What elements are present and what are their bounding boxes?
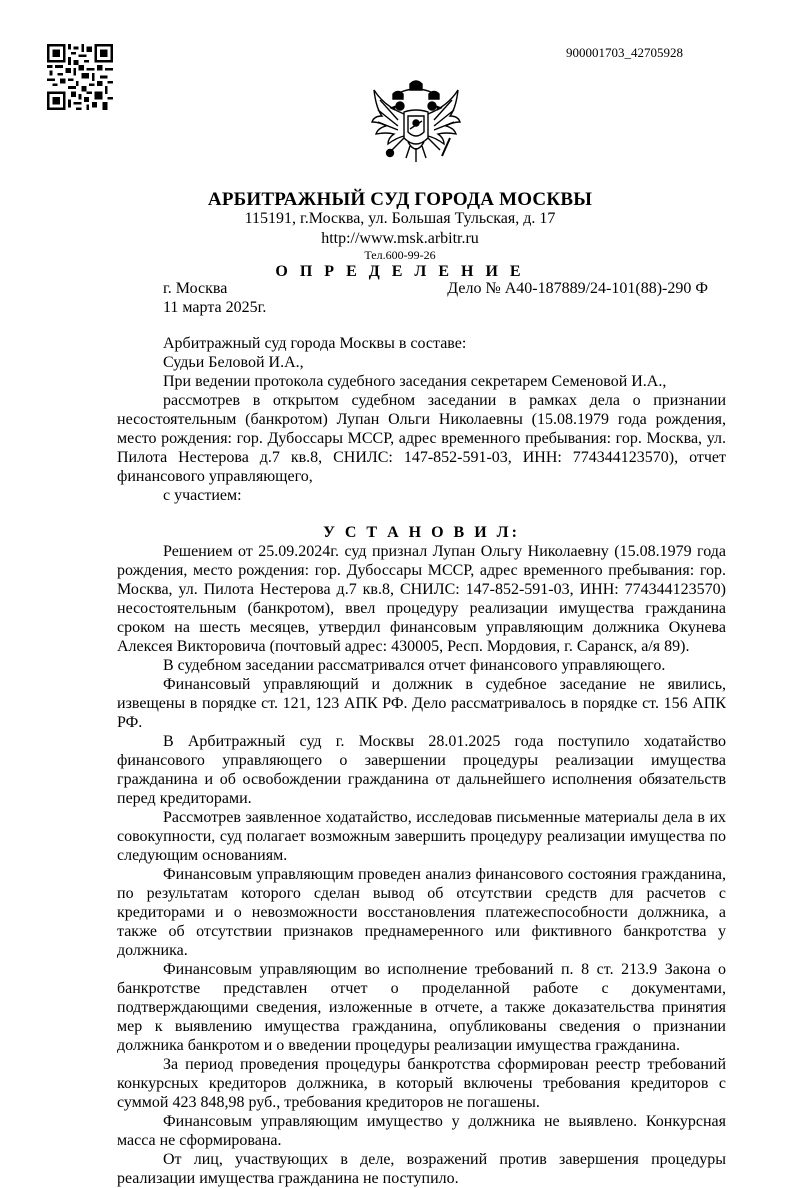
document-type-title: О П Р Е Д Е Л Е Н И Е <box>275 263 525 280</box>
court-phone: Тел.600-99-26 <box>364 248 436 262</box>
document-city: г. Москва <box>163 280 228 297</box>
paragraph: Решением от 25.09.2024г. суд признал Лупан Ольгу Николаевну (15.08.1979 года рождения, место рождения: гор. Дубоссары МССР, адрес временного пребывания: гор. Москва, ул. Пилота Нестерова д.7 кв.8, СНИЛС: 147-852-591-03, ИНН: 774344123570) несостоятельным (банкротом), ввел процедуру реализации имущества гражданина сроком на шесть месяцев, утвердил финансовым управляющим должника Окунева Алексея Викторовича (почтовый адрес: 430005, Респ. Мордовия, г. Саранск, а/я 89). <box>117 543 726 655</box>
paragraph: От лиц, участвующих в деле, возражений против завершения процедуры реализации имущества гражданина не поступило. <box>117 1151 726 1187</box>
document-body <box>117 334 726 1188</box>
intro-line: При ведении протокола судебного заседания секретарем Семеновой И.А., <box>163 373 667 390</box>
qr-code-icon <box>47 44 113 110</box>
paragraph: За период проведения процедуры банкротства сформирован реестр требований конкурсных кредиторов должника, в который включены требования кредиторов с суммой 423 848,98 руб., требования кредиторов не погашены. <box>117 1056 726 1111</box>
paragraph: Финансовым управляющим проведен анализ финансового состояния гражданина, по результатам которого сделан вывод об отсутствии средств для расчетов с кредиторами и о невозможности восстановления платежеспособности должника, а также об отсутствии признаков преднамеренного или фиктивного банкротства у должника. <box>117 866 726 959</box>
paragraph: Финансовым управляющим во исполнение требований п. 8 ст. 213.9 Закона о банкротстве представлен отчет о проделанной работе с документами, подтверждающими сведения, изложенные в отчете, а также доказательства принятия мер к выявлению имущества гражданина, опубликованы сведения о признании должника банкротом и о введении процедуры реализации имущества гражданина. <box>117 961 726 1054</box>
section-heading: У С Т А Н О В И Л: <box>323 524 520 541</box>
intro-line: с участием: <box>163 487 242 504</box>
document-date: 11 марта 2025г. <box>163 299 267 316</box>
court-website: http://www.msk.arbitr.ru <box>321 230 479 247</box>
intro-line: Арбитражный суд города Москвы в составе: <box>163 335 467 352</box>
paragraph: Рассмотрев заявленное ходатайство, исследовав письменные материалы дела в их совокупности, суд полагает возможным завершить процедуру реализации имущества по следующим основаниям. <box>117 809 726 864</box>
paragraph: Финансовым управляющим имущество у должника не выявлено. Конкурсная масса не сформирована. <box>117 1113 726 1149</box>
document-id: 900001703_42705928 <box>566 45 683 60</box>
intro-line: рассмотрев в открытом судебном заседании в рамках дела о признании несостоятельным (банкротом) Лупан Ольги Николаевны (15.08.1979 года рождения, место рождения: гор. Дубоссары МССР, адрес временного пребывания: гор. Москва, ул. Пилота Нестерова д.7 кв.8, СНИЛС: 147-852-591-03, ИНН: 774344123570), отчет финансового управляющего, <box>117 392 726 485</box>
paragraph: В судебном заседании рассматривался отчет финансового управляющего. <box>163 657 666 674</box>
court-address: 115191, г.Москва, ул. Большая Тульская, д. 17 <box>244 210 556 227</box>
intro-line: Судьи Беловой И.А., <box>163 354 304 371</box>
case-number: Дело № А40-187889/24-101(88)-290 Ф <box>447 280 708 297</box>
paragraph: В Арбитражный суд г. Москвы 28.01.2025 года поступило ходатайство финансового управляющего о завершении процедуры реализации имущества гражданина и об освобождении гражданина от дальнейшего исполнения обязательств перед кредиторами. <box>117 733 726 807</box>
court-name: АРБИТРАЖНЫЙ СУД ГОРОДА МОСКВЫ <box>207 189 593 210</box>
paragraph: Финансовый управляющий и должник в судебное заседание не явились, извещены в порядке ст. 121, 123 АПК РФ. Дело рассматривалось в порядке ст. 156 АПК РФ. <box>117 676 726 731</box>
russian-coat-of-arms-icon <box>366 76 466 176</box>
